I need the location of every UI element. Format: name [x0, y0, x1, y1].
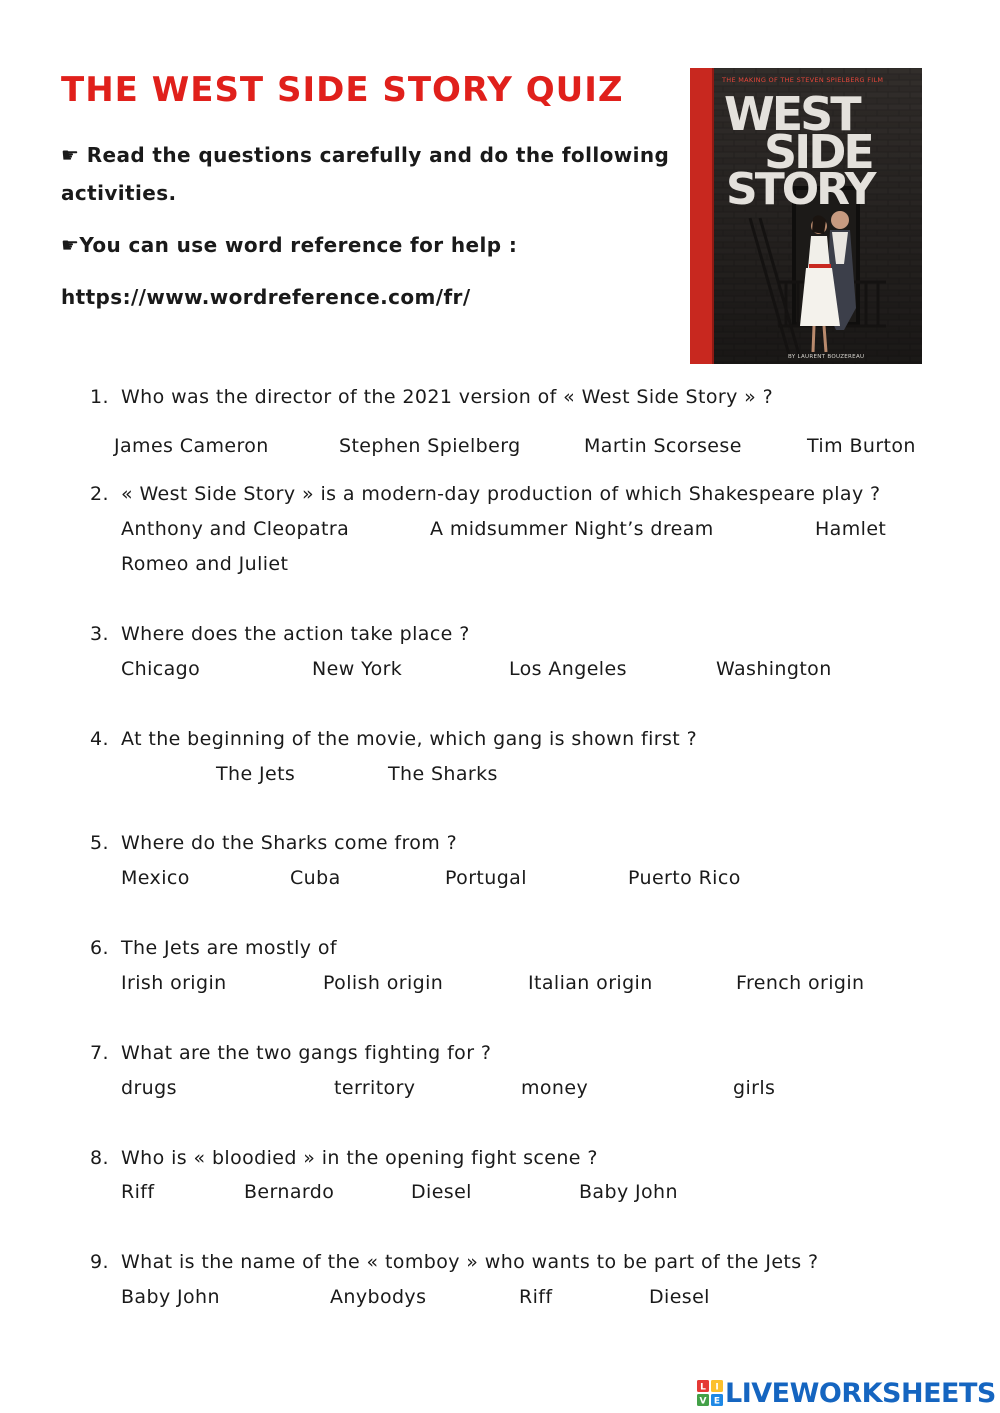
q9-option-3[interactable]: Riff — [519, 1286, 553, 1308]
q2-option-3[interactable]: Hamlet — [815, 518, 887, 540]
question-number: 4. — [90, 728, 109, 750]
q1-option-4[interactable]: Tim Burton — [807, 435, 916, 457]
cover-title-story: STORY — [726, 164, 874, 215]
q5-option-1[interactable]: Mexico — [121, 867, 190, 889]
book-cover-image — [690, 68, 922, 364]
question-number: 6. — [90, 937, 109, 959]
question-text: Where do the Sharks come from ? — [121, 832, 458, 854]
question-number: 7. — [90, 1042, 109, 1064]
q8-option-1[interactable]: Riff — [121, 1181, 155, 1203]
q3-option-1[interactable]: Chicago — [121, 658, 201, 680]
question-9 — [90, 1251, 818, 1273]
question-number: 2. — [90, 483, 109, 505]
q2-option-2[interactable]: A midsummer Night’s dream — [430, 518, 714, 540]
instruction-read-continued: activities. — [61, 181, 177, 205]
question-number: 1. — [90, 386, 109, 408]
question-1 — [90, 386, 773, 408]
question-6 — [90, 937, 337, 959]
q7-option-4[interactable]: girls — [733, 1077, 776, 1099]
q2-option-4[interactable]: Romeo and Juliet — [121, 553, 289, 575]
question-text: Where does the action take place ? — [121, 623, 470, 645]
q4-option-2[interactable]: The Sharks — [388, 763, 498, 785]
word-reference-link[interactable]: https://www.wordreference.com/fr/ — [61, 285, 471, 309]
instruction-read: ☛ Read the questions carefully and do the following — [61, 143, 670, 167]
question-number: 8. — [90, 1147, 109, 1169]
liveworksheets-logo[interactable] — [697, 1375, 996, 1411]
q8-option-3[interactable]: Diesel — [411, 1181, 472, 1203]
q8-option-4[interactable]: Baby John — [579, 1181, 678, 1203]
q6-option-1[interactable]: Irish origin — [121, 972, 227, 994]
q5-option-2[interactable]: Cuba — [290, 867, 341, 889]
question-5 — [90, 832, 457, 854]
q6-option-2[interactable]: Polish origin — [323, 972, 444, 994]
question-2 — [90, 483, 881, 505]
q1-option-2[interactable]: Stephen Spielberg — [339, 435, 521, 457]
mark-letter-e: E — [713, 1396, 721, 1406]
q5-option-3[interactable]: Portugal — [445, 867, 527, 889]
question-text: Who was the director of the 2021 version of « West Side Story » ? — [121, 386, 774, 408]
cover-top-line: THE MAKING OF THE STEVEN SPIELBERG FILM — [722, 76, 884, 84]
question-8 — [90, 1147, 598, 1169]
q7-option-1[interactable]: drugs — [121, 1077, 177, 1099]
q7-option-2[interactable]: territory — [334, 1077, 416, 1099]
q1-option-3[interactable]: Martin Scorsese — [584, 435, 742, 457]
q1-option-1[interactable]: James Cameron — [114, 435, 269, 457]
q9-option-4[interactable]: Diesel — [649, 1286, 710, 1308]
question-number: 9. — [90, 1251, 109, 1273]
mark-letter-i: I — [715, 1382, 719, 1393]
q3-option-4[interactable]: Washington — [716, 658, 832, 680]
question-text: Who is « bloodied » in the opening fight scene ? — [121, 1147, 598, 1169]
q6-option-3[interactable]: Italian origin — [528, 972, 653, 994]
question-text: The Jets are mostly of — [121, 937, 337, 959]
q3-option-2[interactable]: New York — [312, 658, 403, 680]
question-text: « West Side Story » is a modern-day production of which Shakespeare play ? — [121, 483, 881, 505]
mark-letter-l: L — [700, 1382, 706, 1393]
liveworksheets-wordmark: LIVEWORKSHEETS — [725, 1377, 996, 1409]
page-title: THE WEST SIDE STORY QUIZ — [61, 70, 624, 110]
liveworksheets-mark-icon — [697, 1380, 723, 1406]
question-number: 5. — [90, 832, 109, 854]
q7-option-3[interactable]: money — [521, 1077, 589, 1099]
q2-option-1[interactable]: Anthony and Cleopatra — [121, 518, 350, 540]
q8-option-2[interactable]: Bernardo — [244, 1181, 335, 1203]
question-3 — [90, 623, 470, 645]
q9-option-1[interactable]: Baby John — [121, 1286, 220, 1308]
q3-option-3[interactable]: Los Angeles — [509, 658, 627, 680]
question-text: At the beginning of the movie, which gang is shown first ? — [121, 728, 698, 750]
cover-red-spine — [690, 68, 712, 364]
question-7 — [90, 1042, 491, 1064]
instruction-word-reference: ☛You can use word reference for help : — [61, 233, 518, 257]
question-text: What is the name of the « tomboy » who wants to be part of the Jets ? — [121, 1251, 819, 1273]
mark-letter-v: V — [699, 1396, 707, 1406]
cover-title-side: SIDE — [764, 125, 872, 179]
q6-option-4[interactable]: French origin — [736, 972, 865, 994]
cover-author-line: BY LAURENT BOUZEREAU — [788, 354, 865, 360]
q5-option-4[interactable]: Puerto Rico — [628, 867, 741, 889]
question-number: 3. — [90, 623, 109, 645]
question-text: What are the two gangs fighting for ? — [121, 1042, 492, 1064]
cover-title-west: WEST — [724, 87, 859, 141]
q9-option-2[interactable]: Anybodys — [330, 1286, 427, 1308]
q4-option-1[interactable]: The Jets — [216, 763, 296, 785]
question-4 — [90, 728, 697, 750]
